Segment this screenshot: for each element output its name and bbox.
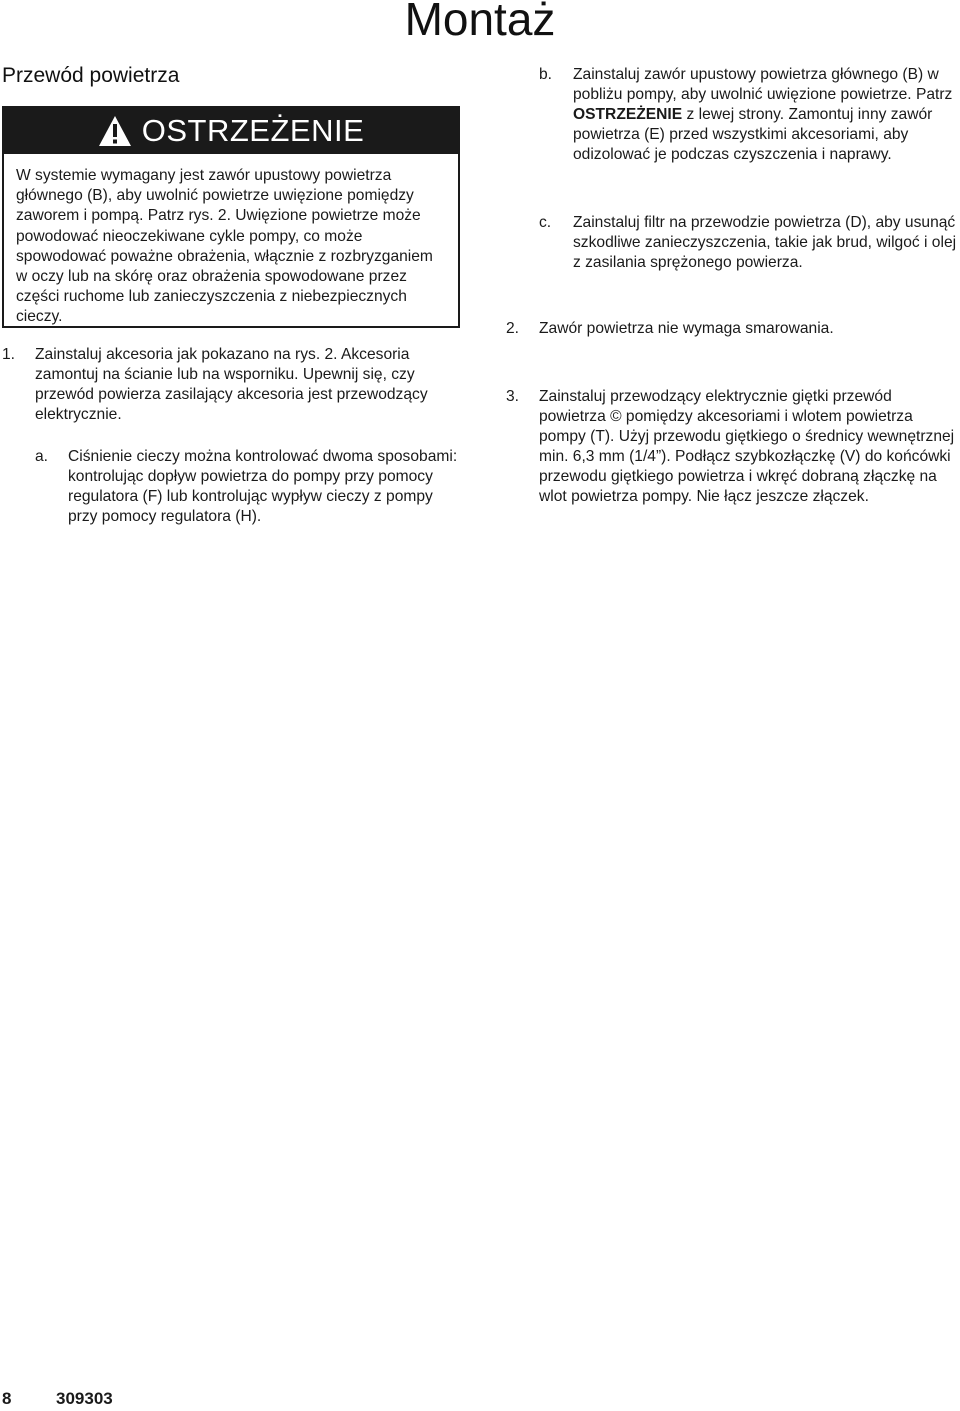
- warning-header: [4, 108, 458, 154]
- page-number: 8: [2, 1389, 12, 1408]
- step-1b-text: [573, 65, 957, 165]
- step-1b-text-before: Zainstaluj zawór upustowy powietrza głównego (B) w pobliżu pompy, aby uwolnić uwięzione powietrze. Patrz: [573, 66, 953, 103]
- step-3-text: Zainstaluj przewodzący elektrycznie giętki przewód powietrza © pomiędzy akcesoriami i wlotem powietrza pompy (T). Użyj przewodu giętkiego o średnicy wewnętrznej min. 6,3 mm (1/4”). Podłącz szybkozłączkę (V) do końcówki przewodu giętkiego powietrza i wkręć dobraną złączkę na wlot powietrza pompy. Nie łącz jeszcze złączek.: [539, 388, 955, 505]
- step-1-text: Zainstaluj akcesoria jak pokazano na rys. 2. Akcesoria zamontuj na ścianie lub na wsporniku. Upewnij się, czy przewód powierza zasilający akcesoria jest przewodzący elektrycznie.: [35, 346, 428, 423]
- page-title: Montaż: [404, 0, 556, 45]
- step-1b-marker: b.: [539, 66, 553, 83]
- step-1c-marker: c.: [539, 214, 552, 231]
- warning-box: [2, 106, 460, 328]
- warning-title: OSTRZEŻENIE: [141, 113, 365, 148]
- step-2-marker: 2.: [506, 320, 520, 337]
- step-1-marker: 1.: [2, 346, 16, 363]
- step-3-marker: 3.: [506, 388, 520, 405]
- page-footer: [2, 1389, 113, 1409]
- step-1a-text: Ciśnienie cieczy można kontrolować dwoma sposobami: kontrolując dopływ powietrza do pompy przy pomocy regulatora (F) lub kontrolując wypływ cieczy z pompy przy pomocy regulatora (H).: [68, 448, 458, 525]
- step-2-text: Zawór powietrza nie wymaga smarowania.: [539, 320, 834, 337]
- warning-triangle-icon: [98, 115, 132, 147]
- doc-number: 309303: [56, 1389, 113, 1408]
- step-1b-warning-ref: OSTRZEŻENIE: [573, 106, 683, 123]
- section-title: Przewód powietrza: [2, 64, 180, 87]
- step-1b-text-after: z lewej strony. Zamontuj inny zawór powietrza (E) przed wszystkimi akcesoriami, aby odizolować je podczas czyszczenia i naprawy.: [573, 106, 933, 163]
- warning-text: W systemie wymagany jest zawór upustowy powietrza głównego (B), aby uwolnić powietrze uwięzione pomiędzy zaworem i pompą. Patrz rys. 2. Uwięzione powietrze może powodować nieoczekiwane cykle pompy, co może spowodować poważne obrażenia, włącznie z rozbryzganiem w oczy lub na skórę oraz obrażenia spowodowane przez części ruchome lub zanieczyszczenia z niebezpiecznych cieczy.: [16, 167, 433, 326]
- step-1a-marker: a.: [35, 448, 49, 465]
- step-1c-text: Zainstaluj filtr na przewodzie powietrza (D), aby usunąć szkodliwe zanieczyszczenia, takie jak brud, wilgoć i olej z zasilania sprężonego powierza.: [573, 214, 957, 271]
